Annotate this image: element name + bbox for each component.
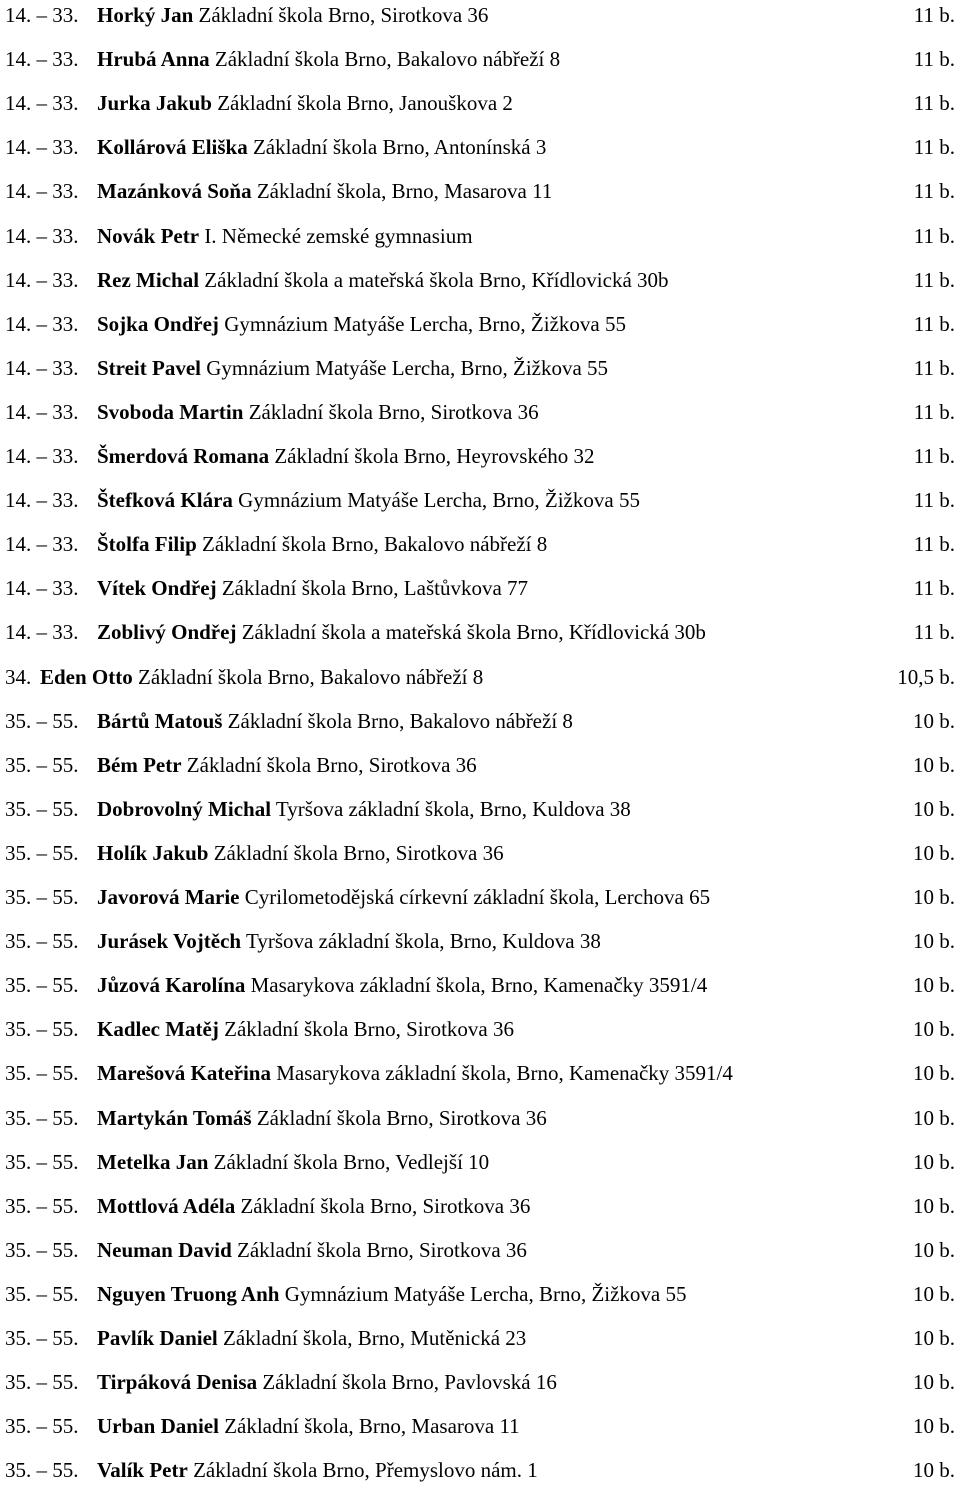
result-entry — [97, 750, 477, 780]
result-row — [0, 1014, 960, 1044]
result-score: 10 b. — [913, 1017, 955, 1042]
result-entry — [97, 397, 539, 427]
result-school: Základní škola, Brno, Masarova 11 — [256, 179, 553, 204]
result-name: Hrubá Anna — [97, 47, 210, 72]
result-rank: 35. – 55. — [5, 1281, 79, 1306]
result-school: Základní škola a mateřská škola Brno, Křídlovická 30b — [241, 620, 706, 645]
result-row — [0, 750, 960, 780]
result-rank: 34. — [5, 664, 32, 689]
result-name: Šmerdová Romana — [97, 444, 270, 468]
result-entry — [97, 1058, 733, 1088]
result-rank: 35. – 55. — [5, 1370, 79, 1395]
result-school: Základní škola, Brno, Masarova 11 — [224, 1414, 520, 1439]
result-score: 10 b. — [913, 1414, 955, 1439]
result-school: Základní škola Brno, Heyrovského 32 — [274, 444, 595, 468]
result-row — [0, 1235, 960, 1265]
result-name: Bém Petr — [97, 752, 182, 777]
result-rank: 35. – 55. — [5, 973, 79, 998]
result-row — [0, 44, 960, 74]
result-entry — [97, 0, 488, 30]
result-rank: 35. – 55. — [5, 1149, 79, 1174]
result-score: 11 b. — [913, 223, 955, 248]
result-rank: 35. – 55. — [5, 752, 79, 777]
result-rank: 14. – 33. — [5, 179, 79, 204]
result-name: Jurásek Vojtěch — [97, 929, 242, 954]
result-name: Metelka Jan — [97, 1149, 209, 1174]
result-score: 11 b. — [913, 267, 955, 292]
result-name: Javorová Marie — [97, 885, 240, 909]
result-name: Marešová Kateřina — [97, 1061, 271, 1086]
result-school: Základní škola Brno, Sirotkova 36 — [186, 752, 477, 777]
result-school: Základní škola Brno, Antonínská 3 — [252, 135, 547, 160]
result-score: 10 b. — [913, 1061, 955, 1086]
result-rank: 14. – 33. — [5, 620, 79, 645]
result-name: Nguyen Truong Anh — [97, 1281, 280, 1306]
result-name: Kollárová Eliška — [97, 135, 248, 160]
result-score: 11 b. — [913, 47, 955, 72]
result-row — [0, 1279, 960, 1309]
result-name: Streit Pavel — [97, 355, 201, 380]
result-score: 10 b. — [913, 708, 955, 733]
result-score: 10,5 b. — [897, 664, 955, 689]
result-school: Tyršova základní škola, Brno, Kuldova 38 — [275, 796, 631, 821]
result-rank: 14. – 33. — [5, 91, 79, 116]
result-rank: 35. – 55. — [5, 929, 79, 954]
result-name: Vítek Ondřej — [97, 576, 217, 601]
result-row — [0, 221, 960, 251]
result-rank: 14. – 33. — [5, 3, 79, 27]
result-entry — [97, 88, 513, 118]
result-school: Základní škola Brno, Bakalovo nábřeží 8 — [227, 708, 573, 733]
result-score: 11 b. — [913, 576, 955, 601]
result-name: Kadlec Matěj — [97, 1017, 219, 1042]
result-entry — [97, 617, 706, 647]
result-entry — [97, 926, 601, 956]
result-score: 11 b. — [913, 3, 955, 27]
result-name: Dobrovolný Michal — [97, 796, 272, 821]
result-school: Základní škola Brno, Přemyslovo nám. 1 — [193, 1458, 538, 1483]
result-school: Cyrilometodějská církevní základní škola, Lerchova 65 — [244, 885, 711, 909]
result-entry — [97, 706, 573, 736]
result-school: Základní škola a mateřská škola Brno, Křídlovická 30b — [204, 267, 669, 292]
result-score: 10 b. — [913, 1149, 955, 1174]
result-rank: 14. – 33. — [5, 267, 79, 292]
result-name: Pavlík Daniel — [97, 1326, 218, 1350]
result-name: Jůzová Karolína — [97, 973, 246, 998]
result-rank: 35. – 55. — [5, 1326, 79, 1350]
result-row — [0, 573, 960, 603]
result-rank: 35. – 55. — [5, 1237, 79, 1262]
result-score: 10 b. — [913, 1105, 955, 1130]
result-row — [0, 1367, 960, 1397]
result-score: 11 b. — [913, 135, 955, 160]
result-entry — [97, 485, 640, 515]
result-score: 10 b. — [913, 796, 955, 821]
result-school: Základní škola Brno, Sirotkova 36 — [256, 1105, 547, 1130]
result-row — [0, 0, 960, 30]
result-entry — [97, 132, 546, 162]
result-entry — [97, 309, 626, 339]
result-entry — [97, 573, 528, 603]
result-entry — [97, 1323, 526, 1353]
result-rank: 35. – 55. — [5, 1017, 79, 1042]
result-entry — [97, 1103, 547, 1133]
result-rank: 35. – 55. — [5, 1105, 79, 1130]
result-score: 11 b. — [913, 355, 955, 380]
result-rank: 14. – 33. — [5, 488, 79, 513]
result-entry — [97, 1191, 530, 1221]
result-entry — [97, 882, 710, 912]
result-school: Základní škola Brno, Sirotkova 36 — [198, 3, 489, 27]
result-entry — [97, 1235, 527, 1265]
result-school: Základní škola Brno, Sirotkova 36 — [248, 399, 539, 424]
result-score: 10 b. — [913, 1193, 955, 1218]
result-entry — [97, 970, 707, 1000]
result-rank: 14. – 33. — [5, 223, 79, 248]
result-entry — [97, 1367, 557, 1397]
result-school: Základní škola Brno, Sirotkova 36 — [224, 1017, 515, 1042]
result-entry — [97, 1014, 514, 1044]
result-score: 11 b. — [913, 91, 955, 116]
result-entry — [40, 662, 483, 692]
result-rank: 14. – 33. — [5, 311, 79, 336]
result-rank: 35. – 55. — [5, 840, 79, 865]
result-score: 10 b. — [913, 973, 955, 998]
result-school: I. Německé zemské gymnasium — [204, 223, 473, 248]
result-school: Gymnázium Matyáše Lercha, Brno, Žižkova 55 — [224, 311, 626, 336]
result-row — [0, 485, 960, 515]
result-name: Mazánková Soňa — [97, 179, 252, 204]
result-rank: 14. – 33. — [5, 444, 79, 468]
result-name: Jurka Jakub — [97, 91, 212, 116]
result-name: Neuman David — [97, 1237, 232, 1262]
result-school: Základní škola Brno, Bakalovo nábřeží 8 — [202, 532, 548, 557]
result-row — [0, 1147, 960, 1177]
result-rank: 35. – 55. — [5, 708, 79, 733]
result-rank: 35. – 55. — [5, 885, 79, 909]
result-name: Eden Otto — [40, 664, 133, 689]
result-name: Holík Jakub — [97, 840, 209, 865]
result-entry — [97, 44, 560, 74]
result-row — [0, 309, 960, 339]
result-rank: 14. – 33. — [5, 47, 79, 72]
result-row — [0, 265, 960, 295]
result-school: Gymnázium Matyáše Lercha, Brno, Žižkova 55 — [238, 488, 640, 513]
result-row — [0, 926, 960, 956]
result-school: Základní škola Brno, Sirotkova 36 — [237, 1237, 527, 1262]
result-row — [0, 441, 960, 471]
result-row — [0, 132, 960, 162]
result-row — [0, 1191, 960, 1221]
result-score: 10 b. — [913, 752, 955, 777]
result-row — [0, 1455, 960, 1485]
result-entry — [97, 441, 595, 471]
result-score: 11 b. — [913, 532, 955, 557]
result-school: Základní škola Brno, Sirotkova 36 — [240, 1193, 531, 1218]
result-row — [0, 617, 960, 647]
result-entry — [97, 794, 631, 824]
result-score: 11 b. — [913, 179, 955, 204]
result-row — [0, 1411, 960, 1441]
result-score: 10 b. — [913, 1370, 955, 1395]
result-name: Štolfa Filip — [97, 532, 197, 557]
result-entry — [97, 265, 669, 295]
result-school: Masarykova základní škola, Brno, Kamenačky 3591/4 — [250, 973, 708, 998]
result-rank: 14. – 33. — [5, 135, 79, 160]
result-rank: 14. – 33. — [5, 532, 79, 557]
result-school: Základní škola Brno, Sirotkova 36 — [213, 840, 504, 865]
result-row — [0, 1103, 960, 1133]
result-score: 10 b. — [913, 885, 955, 909]
result-row — [0, 882, 960, 912]
result-school: Základní škola Brno, Bakalovo nábřeží 8 — [214, 47, 561, 72]
result-row — [0, 706, 960, 736]
result-entry — [97, 1279, 687, 1309]
result-school: Gymnázium Matyáše Lercha, Brno, Žižkova 55 — [206, 355, 609, 380]
result-school: Základní škola, Brno, Mutěnická 23 — [223, 1326, 527, 1350]
result-rank: 35. – 55. — [5, 1193, 79, 1218]
result-row — [0, 662, 960, 692]
result-row — [0, 353, 960, 383]
result-name: Valík Petr — [97, 1458, 188, 1483]
result-score: 10 b. — [913, 1281, 955, 1306]
result-rank: 14. – 33. — [5, 576, 79, 601]
result-name: Horký Jan — [97, 3, 194, 27]
result-row — [0, 529, 960, 559]
result-entry — [97, 221, 473, 251]
result-school: Základní škola Brno, Bakalovo nábřeží 8 — [138, 664, 484, 689]
result-rank: 35. – 55. — [5, 796, 79, 821]
result-school: Základní škola Brno, Vedlejší 10 — [213, 1149, 490, 1174]
result-score: 11 b. — [913, 488, 955, 513]
result-entry — [97, 353, 608, 383]
result-school: Tyršova základní škola, Brno, Kuldova 38 — [245, 929, 601, 954]
result-row — [0, 397, 960, 427]
result-name: Novák Petr — [97, 223, 200, 248]
result-name: Rez Michal — [97, 267, 200, 292]
result-row — [0, 1323, 960, 1353]
result-score: 10 b. — [913, 929, 955, 954]
result-school: Základní škola Brno, Pavlovská 16 — [262, 1370, 557, 1395]
result-name: Tirpáková Denisa — [97, 1370, 258, 1395]
result-row — [0, 176, 960, 206]
result-school: Základní škola Brno, Laštůvkova 77 — [221, 576, 529, 601]
result-score: 11 b. — [913, 444, 955, 468]
result-entry — [97, 838, 504, 868]
result-rank: 14. – 33. — [5, 399, 79, 424]
result-rank: 35. – 55. — [5, 1414, 79, 1439]
result-score: 11 b. — [913, 620, 955, 645]
result-entry — [97, 176, 552, 206]
result-row — [0, 838, 960, 868]
result-name: Bártů Matouš — [97, 708, 223, 733]
result-school: Masarykova základní škola, Brno, Kamenačky 3591/4 — [276, 1061, 733, 1086]
result-row — [0, 88, 960, 118]
result-entry — [97, 1455, 538, 1485]
result-rank: 35. – 55. — [5, 1458, 79, 1483]
result-name: Štefková Klára — [97, 488, 233, 513]
result-score: 10 b. — [913, 840, 955, 865]
result-school: Gymnázium Matyáše Lercha, Brno, Žižkova 55 — [284, 1281, 687, 1306]
result-school: Základní škola Brno, Janouškova 2 — [217, 91, 513, 116]
result-score: 11 b. — [913, 311, 955, 336]
result-row — [0, 970, 960, 1000]
result-name: Mottlová Adéla — [97, 1193, 236, 1218]
result-name: Svoboda Martin — [97, 399, 244, 424]
result-entry — [97, 1411, 520, 1441]
result-name: Zoblivý Ondřej — [97, 620, 237, 645]
result-rank: 35. – 55. — [5, 1061, 79, 1086]
result-name: Urban Daniel — [97, 1414, 219, 1439]
result-entry — [97, 529, 547, 559]
result-row — [0, 794, 960, 824]
result-name: Sojka Ondřej — [97, 311, 219, 336]
result-entry — [97, 1147, 489, 1177]
result-score: 10 b. — [913, 1237, 955, 1262]
result-rank: 14. – 33. — [5, 355, 79, 380]
result-name: Martykán Tomáš — [97, 1105, 252, 1130]
result-row — [0, 1058, 960, 1088]
result-score: 10 b. — [913, 1326, 955, 1350]
result-score: 10 b. — [913, 1458, 955, 1483]
result-score: 11 b. — [913, 399, 955, 424]
